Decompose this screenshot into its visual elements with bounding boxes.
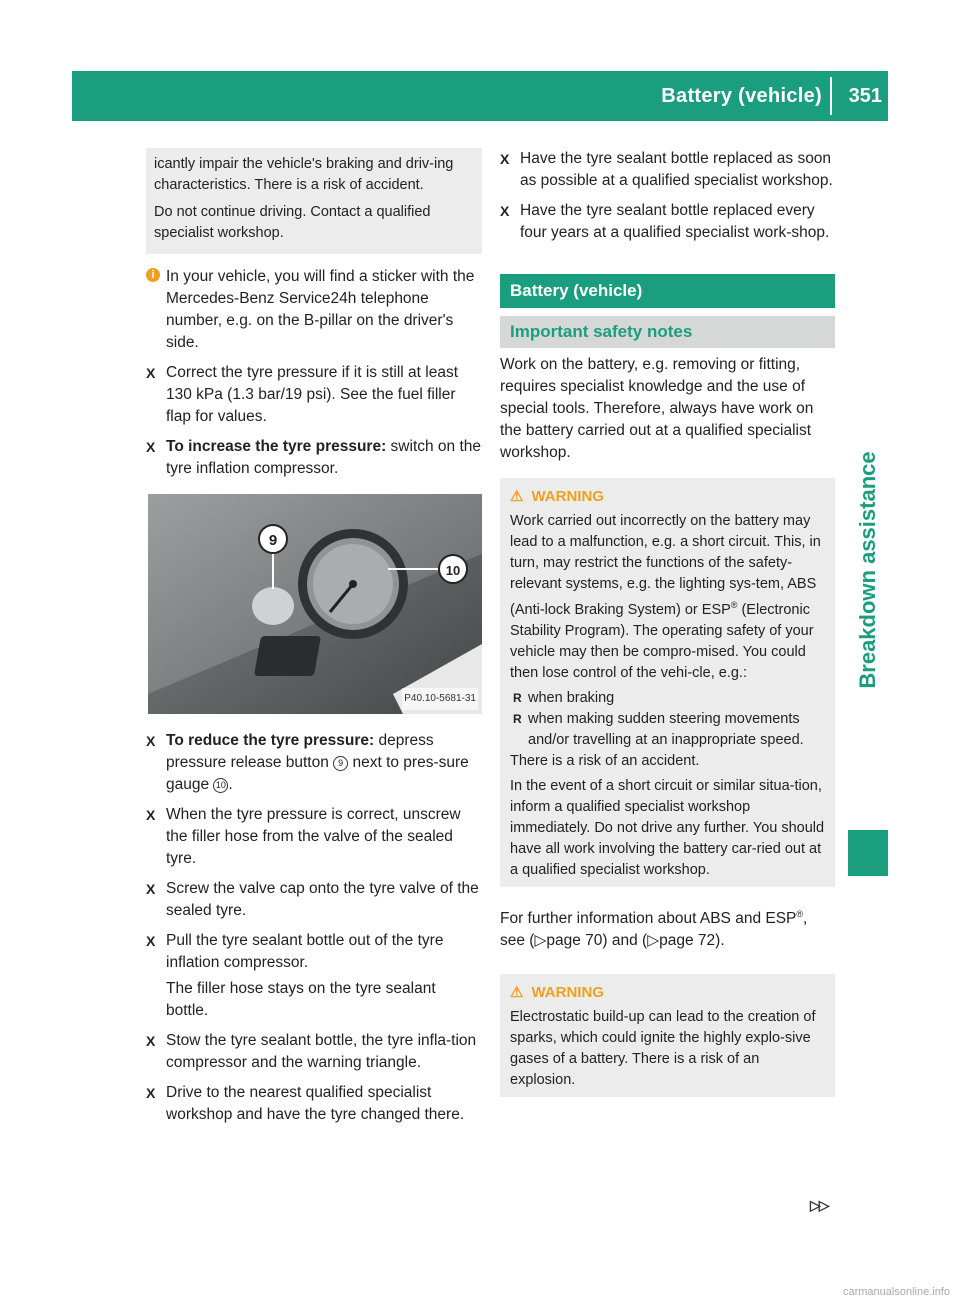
header-divider [830,77,832,115]
section-title: Battery (vehicle) [500,274,835,308]
callout-10: 10 [445,563,461,578]
warning-box: ⚠ WARNING Electrostatic build-up can lead to the creation of sparks, which could ignite the highly explo-sive gases of a battery. There is a risk of an explosion. [500,974,835,1097]
step-marker: X [146,1085,156,1101]
warning-heading: ⚠ WARNING [510,488,604,505]
step-note: The filler hose stays on the tyre sealant bottle. [166,980,436,1019]
step: X Pull the tyre sealant bottle out of the tyre inflation compressor. The filler hose stays on the tyre sealant bottle. [146,930,482,1022]
ref-9: 9 [333,756,348,771]
page-link[interactable]: page 70) and ( [546,931,648,949]
photo-label: P40.10-5681-31 [402,688,478,710]
info-note [146,266,482,354]
step: X Have the tyre sealant bottle replaced as soon as possible at a qualified specialist workshop. [500,150,833,189]
step: X To increase the tyre pressure: switch on the tyre inflation compressor. [146,438,482,477]
step: X When the tyre pressure is correct, unscrew the filler hose from the valve of the sealed tyre. [146,806,461,867]
sidebar-section-label: Breakdown assistance [855,451,880,689]
bullet-marker: R [513,690,522,705]
step: X Correct the tyre pressure if it is still at least 130 kPa (1.3 bar/19 psi). See the fuel filler flap for values. [146,364,459,425]
continue-arrow-icon: ▷▷ [810,1197,828,1213]
step: X Stow the tyre sealant bottle, the tyre infla-tion compressor and the warning triangle. [146,1032,477,1071]
info-icon: i [146,268,160,282]
step-marker: X [500,203,510,219]
warning-box: ⚠ WARNING Work carried out incorrectly on the battery may lead to a malfunction, e.g. a short circuit. This, in turn, may restrict the functions of the safety-relevant systems, e.g. the lighting sys-tem, ABS (Anti-lock Braking System) or ESP® (Electronic Stability Program). The operating safety of your vehicle may then be compro-mised. You could then lose control of the vehi-cle, e.g.: R when braking R when making sudden steering movements and/or travelling at an inappropriate speed. There is a risk of an accident. In the event of a short circuit or similar situa-tion, inform a qualified specialist workshop immediately. Do not drive any further. You should have all work involving the battery car-ried out at a qualified specialist workshop. [500,478,835,887]
page-ref-arrow-icon: ▷ [647,931,660,949]
step-marker: X [146,807,156,823]
step: X To reduce the tyre pressure: depress pressure release button 9 next to pres-sure gauge 10 . [146,732,469,793]
step-marker: X [146,881,156,897]
warning-continuation [146,148,482,254]
step-marker: X [500,151,510,167]
sidebar-tab-marker [848,830,888,876]
step-marker: X [146,933,156,949]
warning-bullet: R when braking [510,688,827,709]
warning-heading: ⚠ WARNING [510,983,604,1001]
warning-text: Do not continue driving. Contact a qualified specialist workshop. [154,204,431,241]
step-marker: X [146,1033,156,1049]
ref-10: 10 [213,778,228,793]
step: X Have the tyre sealant bottle replaced every four years at a qualified specialist work-shop. [500,202,830,241]
info-text: In your vehicle, you will find a sticker with the Mercedes-Benz Service24h telephone number, e.g. on the B-pillar on the driver's side. [166,268,475,351]
page-link[interactable]: page 72). [659,931,725,949]
step-marker: X [146,733,156,749]
compressor-photo [148,494,482,714]
footer-watermark: carmanualsonline.info [842,1286,950,1298]
step: X Drive to the nearest qualified specialist workshop and have the tyre changed there. [146,1084,465,1123]
warning-triangle-icon: ⚠ [510,488,524,505]
callout-9: 9 [268,532,278,549]
bullet-marker: R [513,711,522,726]
step: X Screw the valve cap onto the tyre valve of the sealed tyre. [146,880,479,919]
warning-triangle-icon: ⚠ [510,983,524,1001]
intro-paragraph: Work on the battery, e.g. removing or fitting, requires specialist knowledge and the use of special tools. Therefore, always have work on the battery carried out at a qualified specialist workshop. [500,356,814,461]
page-header [72,71,888,121]
further-info: For further information about ABS and ESP®, see (▷page 70) and (▷page 72). [500,908,808,949]
warning-text: icantly impair the vehicle's braking and driv-ing characteristics. There is a risk of accident. [154,156,454,193]
page-number: 351 [848,85,882,107]
subsection-title: Important safety notes [500,316,835,348]
step-marker: X [146,439,156,455]
page-ref-arrow-icon: ▷ [534,931,547,949]
step-marker: X [146,365,156,381]
warning-bullet: R when making sudden steering movements and/or travelling at an inappropriate speed. [513,710,804,748]
left-column [146,148,482,1134]
registered-mark: ® [730,600,738,610]
header-title: Battery (vehicle) [661,85,822,107]
right-column [500,148,835,1097]
